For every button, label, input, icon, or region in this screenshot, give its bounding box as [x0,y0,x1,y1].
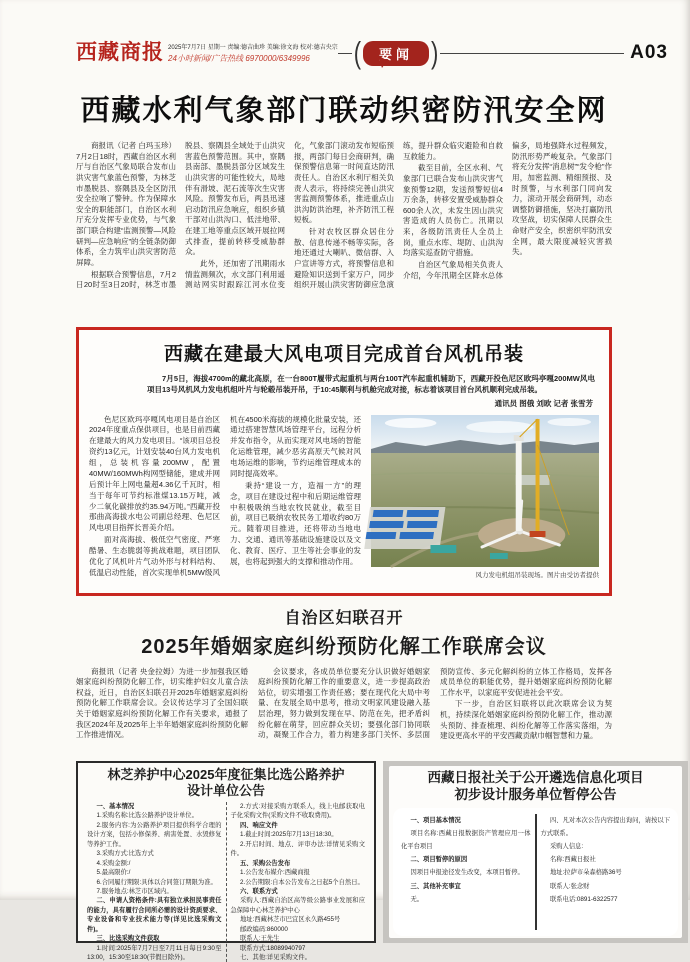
notice1-line: 1.公告发布媒介:西藏商报 [239,869,310,877]
notice1-line: 六、联系方式 [239,887,278,895]
notice1-line: 五、采购公告发布 [239,859,291,867]
paren-left: ( [353,34,362,70]
notices-row [76,761,688,961]
article2-body [89,415,361,587]
article3-paragraph: 商报讯（记者 央金拉姆）为进一步加强我区婚姻家庭纠纷预防化解工作，切实维护妇女儿童合法权益，近日，自治区妇联召开2025年婚姻家庭纠纷预防化解工作联席会议。会议传达学习了全国妇联关于婚姻家庭纠纷预防化解工作有关要求，通报了我区2024年及2025年上半年婚姻家庭纠纷预防化解工作推进情况。 [76,666,248,740]
paper-logo [76,42,338,64]
notice2-line: 联系电话:0891-6322577 [549,895,618,903]
notice2-left-column [397,814,537,930]
notice1-line: 联系方式:18089940797 [239,944,306,952]
notice2-line: 无。 [410,895,424,903]
article2-paragraph: 面对高海拔、极低空气密度、严寒酷暑、生态脆弱等挑战难题，项目团队优化了风机叶片气动外形与材料结构、低温启动性能，首次实现单机5MW级风机在4500米海拔的规模化批量安装，还通过搭建智慧风场管理平台，远程分析并发布指令，从而实现对风电场的智能化运维管理，减少恶劣高原天气候对风电场运维的影响，节约运维管理成本的同时提高效率。 [89,414,361,577]
article1-body [76,141,612,319]
notice2-line: 名称:西藏日报社 [549,856,596,864]
page-number: A03 [630,42,668,63]
hotline-text: 24小时新闻/广告热线 6970000/6349996 [168,54,310,63]
article3-paragraph: 会议要求，各成员单位要充分认识做好婚姻家庭纠纷预防化解工作的重要意义，进一步提高政治站位，切实增强工作责任感；要在现代化大局中考量、在发展全局中思考，推动文明家风建设融入基层治理，努力做到发现在早、防范在先，把矛盾纠纷化解在萌芽，回应群众关切；要强化部门协同联动，凝聚工作合力，着力构建多部门关怀、多层面预防宣传、多元化解纠纷的立体工作格局，发挥各成员单位的职能优势，提升婚姻家庭纠纷预防化解工作水平，以家庭平安促进社会平安。 [258,666,612,740]
notice1-title-line2: 设计单位公告 [186,782,265,798]
notice1-line: 1.时间:2025年7月7日至7月11日每日9:30至13:00，15:30至18:30(节假日除外)。 [87,944,222,961]
article2-photo-block [371,415,599,587]
notice2-line: 四、凡对本次公告内容提出询问，请按以下方式联系。 [540,816,670,837]
notice2-line: 因项目申报途径发生改变，本项目暂停。 [410,869,524,877]
header-rule-left [338,53,352,54]
paren-right: ) [431,34,439,70]
notice2-line: 地址:拉萨市朵森格路36号 [549,869,622,877]
notice1-line: 2.服务内容:为公路养护项目提供科学合理的设计方案，包括小修保养、病害处置、水毁修复等养护工作。 [87,821,222,848]
notice1-line: 邮政编码:860000 [239,925,288,933]
article2-paragraph: 秉持“建设一方，造福一方”的理念，项目在建设过程中和后期运维管理中积极吸纳当地农牧民就业，截至目前，项目已吸纳农牧民务工增收约80万元。随着项目推进，还将带动当地电力、交通、通讯等基础设施建设以及文化、教育、医疗、卫生等社会事业的发展，也将起到强大的支撑和推动作用。 [230,480,361,566]
notice1-line: 一、基本情况 [96,803,135,810]
notice1-left-column [83,802,227,962]
notice1-line: 四、响应文件 [239,821,278,829]
notice1-title [83,767,369,800]
notice2-right-column [537,814,675,930]
paper-name: 西藏商报 [76,40,164,64]
notice1-line: 三、比选采购文件获取 [96,935,160,943]
article1-paragraph: 商报讯（记者 白玛玉珍）7月2日18时，西藏自治区水利厅与自治区气象局联合发布山洪灾害气象蓝色预警，为林芝市墨脱县、察隅县及全区防汛安全拉响了警钟。作为保障水安全的职能部门，自治区水利厅充分发挥专业优势，与气象部门联合构建“监测预警—风险研判—应急响应”的全链条防御体系，全力筑牢山洪灾害防范屏障。 [76,141,176,268]
notice1-line: 采购人:西藏自治区高等级公路事业发展和应急保障中心林芝养护中心 [230,897,365,914]
notice-daily-suspension-box [383,761,688,943]
notice2-line: 一、项目基本情况 [410,816,461,824]
article3-headline-top: 自治区妇联召开 [284,609,404,627]
notice1-title-line1: 林芝养护中心2025年度征集比选公路养护 [107,766,345,782]
notice1-line: 7.服务地点:林芝市区域内。 [96,887,173,895]
featured-article-box [76,327,612,596]
masthead-sub [168,42,338,64]
section-tag-bubble: 要闻 [363,41,429,66]
article2-headline: 西藏在建最大风电项目完成首台风机吊装 [163,344,524,365]
article3-paragraph: 下一步，自治区妇联将以此次联席会议为契机，持续深化婚姻家庭纠纷预防化解工作，推动源头预防、排查梳理、纠纷化解等工作落实落细，为建设更高水平的平安西藏贡献巾帼智慧和力量。 [440,699,612,741]
notice1-line: 七、其他:详见采购文件。 [239,954,311,961]
masthead [76,34,668,72]
date-editors-line: 2025年7月7日 星期一 责编:德吉曲珍 美编:徐文海 校对:德吉央宗 [168,45,338,51]
wind-farm-photo [371,415,599,567]
notice2-line: 三、其他补充事宜 [410,882,461,890]
notice2-line: 二、项目暂停的原因 [410,856,468,864]
notice1-line: 2.开启时间、地点、评审办法:详情见采购文件。 [230,840,365,858]
article1-paragraph: 截至目前，全区水利、气象部门已联合发布山洪灾害气象预警12期，发送预警短信4万余条，转移安置受威胁群众600余人次，未发生因山洪灾害造成的人员伤亡。汛期以来，各级防汛责任人全员上岗，重点水库、堤防、山洪沟均落实巡查防守措施。 [403,163,503,258]
notice1-line: 1.截止时间:2025年7月13日18:30。 [239,831,338,839]
article2-byline: 通讯员 图俄 刘欧 记者 张雪芳 [494,398,593,408]
notice2-line: 项目名称:西藏日报数据资产管理应用一体化平台项目 [401,829,531,851]
article3-headline-main: 2025年婚姻家庭纠纷预防化解工作联席会议 [141,635,547,658]
notice-roadcare-box [76,761,376,961]
article1-paragraph: 针对农牧区群众居住分散、信息传递不畅等实际，各地还通过大喇叭、微信群、入户宣讲等方式，将预警信息和避险知识送到千家万户，同步组织开展山洪灾害防御应急演练，提升群众临灾避险和自救互救能力。 [294,141,503,290]
notice1-line: 二、申请人资格条件:具有独立承担民事责任的能力，具有履行合同所必需的设计资质要求、专业设备和专业技术能力等(详见比选采购文件)。 [87,897,222,933]
notice1-line: 2.方式:对接采购方联系人，线上电邮获取电子化采购文件(采购文件不收取费用)。 [230,803,365,820]
article2-paragraph: 色尼区欧玛亭嘎风电项目是自治区2024年度重点保供项目，也是目前西藏在建最大的风力发电项目。“该项目总投资约13亿元，计划安装40台风力发电机组，总装机容量200MW，配置40MW/160MWh构网型储能，建成并网后预计年上网电量超4.36亿千瓦时，相当于每年可节约标准煤13.15万吨，减少二氧化碳排放约35.94万吨。”西藏开投那曲高海拔水电公司副总经理、色尼区风电项目指挥长晋美介绍。 [89,414,220,533]
notice1-line: 2.公告期限:自本公告发布之日起5个自然日。 [239,878,364,886]
notice2-title [393,769,678,804]
notice1-line: 联系人:王先生 [239,935,280,943]
notice1-right-column [227,802,370,962]
header-rule-right [440,53,624,54]
notice2-line: 联系人:张念财 [549,882,590,890]
notice2-title-line1: 西藏日报社关于公开遴选信息化项目 [427,769,644,785]
article1-paragraph: 自治区气象局相关负责人介绍，今年汛期全区降水总体偏多，局地强降水过程频发，防汛形势严峻复杂。气象部门将充分发挥“消息树”“发令枪”作用，加密监测、精细预报、及时预警，与水利部门同向发力，滚动开展会商研判，动态调整防御措施，坚决打赢防汛攻坚战，切实保障人民群众生命财产安全，织密织牢防汛安全网，最大限度减轻灾害损失。 [403,141,612,280]
article1-paragraph: 此外，还加密了汛期雨水情监测频次，水文部门利用遥测站网实时跟踪江河水位变化，气象部门滚动发布短临预报，两部门每日会商研判，确保预警信息第一时间直达防汛责任人。自治区水利厅相关负责人表示，将持续完善山洪灾害监测预警体系，推进重点山洪沟防洪治理，补齐防汛工程短板。 [185,141,394,290]
page-content [76,88,612,753]
notice2-line: 采购人信息: [549,843,584,851]
article3-body [76,667,612,753]
article1-paragraph: 根据联合预警信息，7月2日20时至3日20时，林芝市墨脱县、察隅县全域处于山洪灾害蓝色预警范围。其中，察隅县南部、墨脱县部分区域发生山洪灾害的可能性较大，局地伴有滑坡、泥石流等次生灾害风险。预警发布后，两县迅速启动防汛应急响应，组织乡镇干部对山洪沟口、低洼地带、在建工地等重点区域开展拉网式排查，提前转移受威胁群众。 [76,141,285,290]
notice1-line: 4.采购金额:/ [96,859,131,867]
notice1-line: 6.合同履行期限:具体以合同签订期限为准。 [96,878,217,886]
notice1-line: 1.采购名称:比选公路养护设计单位。 [96,812,198,820]
photo-caption: 风力发电机组吊装现场。图片由受访者提供 [475,571,599,579]
notice1-line: 地址:西藏林芝市巴宜区永久路455号 [239,916,341,924]
notice2-title-line2: 初步设计服务单位暂停公告 [454,787,617,803]
article2-intro: 7月5日，海拔4700m的藏北高原，在一台800T履带式起重机与两台100T汽车起重机辅助下，西藏开投色尼区欧玛亭嘎200MW风电项目13号风机风力发电机组叶片与轮毂吊装开吊，于10:45顺利与机舱完成对接，标志着该项目首台风机顺利完成吊装。 [147,374,595,395]
notice1-line: 5.最高限价:/ [96,869,131,877]
notice1-line: 3.采购方式:比选方式 [96,850,154,858]
article1-headline: 西藏水利气象部门联动织密防汛安全网 [80,95,608,127]
